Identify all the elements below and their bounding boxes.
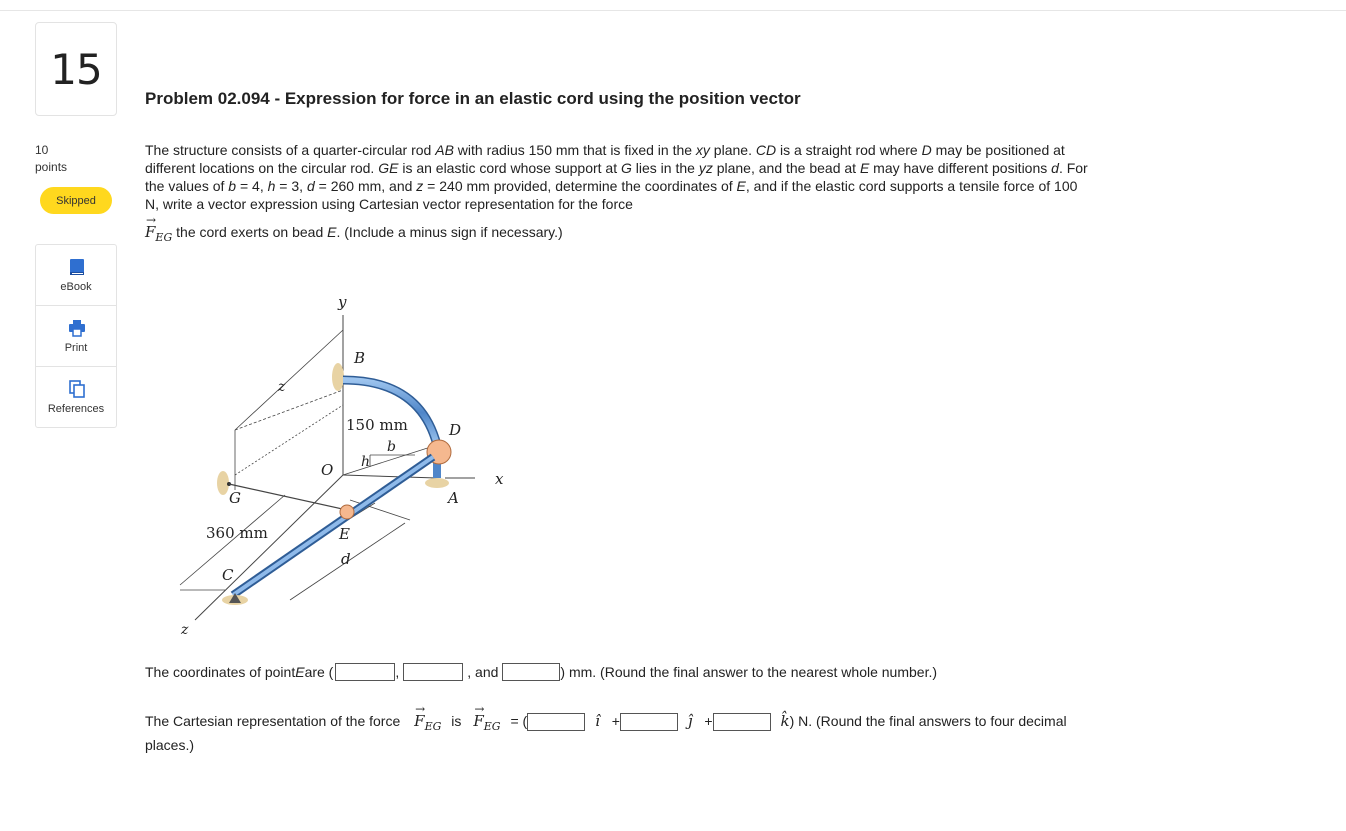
- structure-diagram: [175, 285, 555, 645]
- coord-y-input[interactable]: [403, 663, 463, 681]
- label-O: O: [321, 461, 334, 479]
- label-B: B: [354, 349, 366, 367]
- coordinates-question: The coordinates of point E are ( , , and ) mm. (Round the final answer to the nearest whole number.): [145, 664, 938, 680]
- printer-icon: [67, 318, 87, 338]
- references-label: References: [47, 403, 105, 415]
- print-label: Print: [64, 342, 88, 354]
- book-icon: [67, 257, 87, 277]
- label-z-bottom: z: [181, 622, 189, 638]
- label-y: y: [338, 293, 347, 311]
- points-value: 10: [35, 143, 49, 157]
- label-z-top: z: [278, 379, 286, 395]
- references-icon: [67, 379, 87, 399]
- print-button[interactable]: [36, 306, 116, 367]
- top-divider: [0, 10, 1346, 11]
- label-C: C: [222, 566, 234, 584]
- label-360: 360 mm: [206, 524, 268, 542]
- label-D: D: [449, 421, 462, 439]
- force-k-input[interactable]: [713, 713, 771, 731]
- problem-title: Problem 02.094 - Expression for force in an elastic cord using the position vector: [145, 89, 801, 108]
- label-d: d: [341, 550, 351, 568]
- ebook-label: eBook: [60, 281, 92, 293]
- label-h: h: [361, 454, 371, 470]
- label-A: A: [448, 489, 459, 507]
- coord-x-input[interactable]: [335, 663, 395, 681]
- label-radius: 150 mm: [346, 416, 408, 434]
- question-number: 15: [35, 22, 117, 116]
- force-question: The Cartesian representation of the force → $F_{EG}$ is → $F_{EG}$ = ( î + ĵ + k̂) N. (Round the final answers to four decimal places.): [145, 702, 1067, 753]
- tools-panel: [35, 244, 117, 428]
- force-j-input[interactable]: [620, 713, 678, 731]
- label-b: b: [387, 439, 396, 455]
- label-x: x: [495, 470, 504, 488]
- status-badge: Skipped: [40, 187, 112, 214]
- force-vector-symbol: → $F_{EG}$: [145, 213, 173, 244]
- force-i-input[interactable]: [527, 713, 585, 731]
- ebook-button[interactable]: [36, 245, 116, 306]
- references-button[interactable]: [36, 367, 116, 428]
- points-label: points: [35, 160, 68, 174]
- label-E: E: [339, 525, 350, 543]
- problem-statement: The structure consists of a quarter-circular rod AB with radius 150 mm that is fixed in the xy plane. CD is a straight rod where D may be positioned at different locations on the circular rod. GE is an elastic cord whose support at G lies in the yz plane, and the bead at E may have different positions d. For the values of b = 4, h = 3, d = 260 mm, and z = 240 mm provided, determine the coordinates of E, and if the elastic cord supports a tensile force of 100 N, write a vector expression using Cartesian vector representation for the force → $F_{EG}$ the cord exerts on bead E. (Include a minus sign if necessary.): [145, 141, 1090, 247]
- label-G: G: [229, 489, 241, 507]
- coord-z-input[interactable]: [502, 663, 560, 681]
